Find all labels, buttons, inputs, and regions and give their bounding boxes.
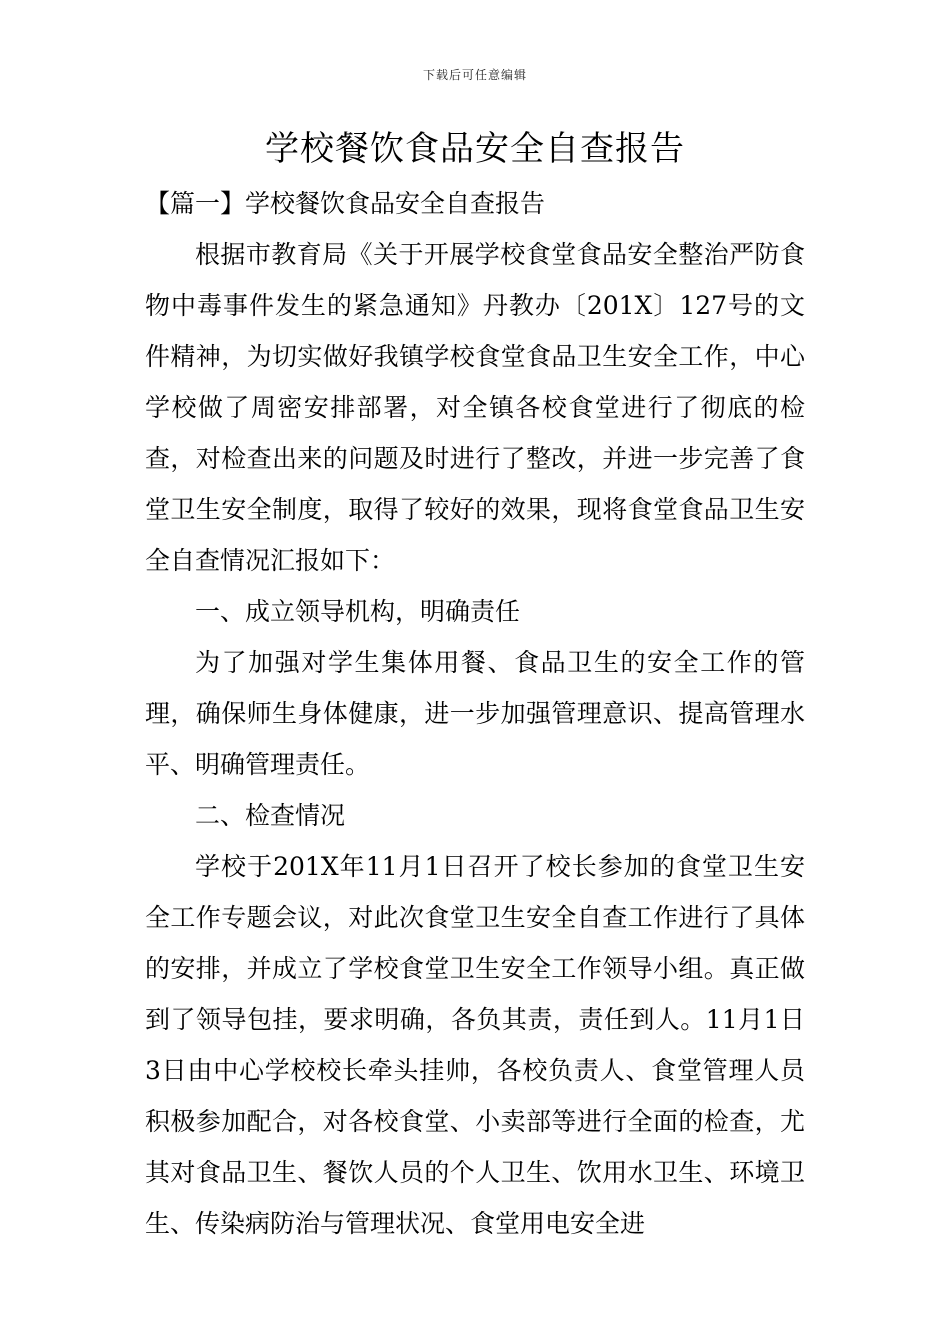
heading-inspection: 二、检查情况 [195,801,346,830]
document-body [145,178,805,1249]
document-title: 学校餐饮食品安全自查报告 [265,129,685,169]
paragraph-leadership: 为了加强对学生集体用餐、食品卫生的安全工作的管理，确保师生身体健康，进一步加强管理意识、提高管理水平、明确管理责任。 [145,648,805,779]
paragraph-inspection: 学校于201X年11月1日召开了校长参加的食堂卫生安全工作专题会议，对此次食堂卫生安全自查工作进行了具体的安排，并成立了学校食堂卫生安全工作领导小组。真正做到了领导包挂，要求明确，各负其责，责任到人。11月1日3日由中心学校校长牵头挂帅，各校负责人、食堂管理人员积极参加配合，对各校食堂、小卖部等进行全面的检查，尤其对食品卫生、餐饮人员的个人卫生、饮用水卫生、环境卫生、传染病防治与管理状况、食堂用电安全进 [145,852,805,1238]
heading-leadership: 一、成立领导机构，明确责任 [195,597,521,626]
paragraph-intro: 根据市教育局《关于开展学校食堂食品安全整治严防食物中毒事件发生的紧急通知》丹教办〔201X〕127号的文件精神，为切实做好我镇学校食堂食品卫生安全工作，中心学校做了周密安排部署，对全镇各校食堂进行了彻底的检查，对检查出来的问题及时进行了整改，并进一步完善了食堂卫生安全制度，取得了较好的效果，现将食堂食品卫生安全自查情况汇报如下： [145,240,805,575]
page-header-note: 下载后可任意编辑 [422,68,527,82]
section-label: 【篇一】学校餐饮食品安全自查报告 [145,189,546,218]
